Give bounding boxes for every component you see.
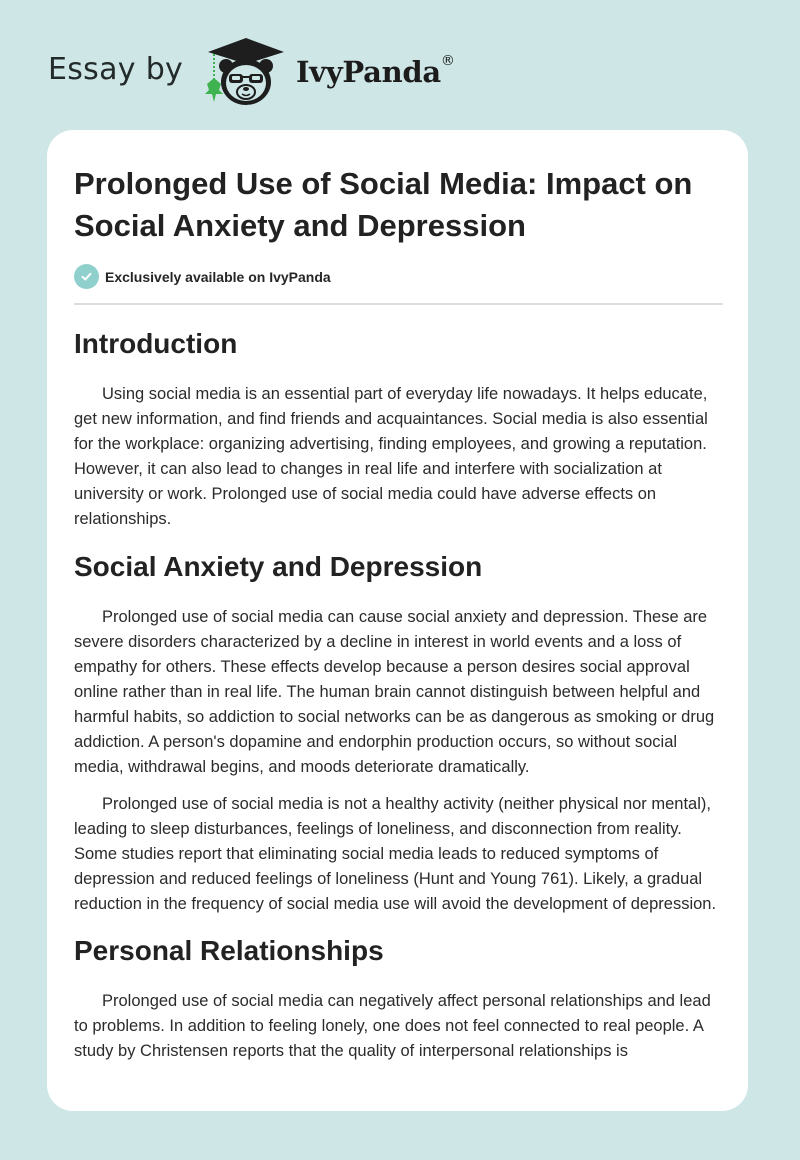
badge-label: Exclusively available on IvyPanda	[105, 268, 331, 285]
site-header	[0, 0, 800, 130]
section-heading-introduction: Introduction	[74, 328, 238, 359]
panda-graduation-cap-icon[interactable]	[200, 34, 292, 108]
section-heading-personal-relationships: Personal Relationships	[74, 935, 384, 966]
essay-card	[47, 130, 748, 1111]
paragraph: Prolonged use of social media can negatively affect personal relationships and lead to problems. In addition to feeling lonely, one does not feel connected to real people. A study by Christensen reports that the quality of interpersonal relationships is	[74, 992, 711, 1060]
brand-name-text: IvyPanda	[296, 55, 441, 89]
paragraph: Prolonged use of social media can cause social anxiety and depression. These are severe disorders characterized by a decline in interest in world events and a loss of empathy for others. These effects develop because a person desires social approval online rather than in real life. The human brain cannot distinguish between helpful and harmful habits, so addiction to social networks can be as dangerous as smoking or drug addiction. A person's dopamine and endorphin production occurs, so without social media, withdrawal begins, and moods deteriorate dramatically.	[74, 608, 715, 776]
check-circle-icon	[74, 264, 99, 289]
paragraph: Prolonged use of social media is not a healthy activity (neither physical nor mental), leading to sleep disturbances, feelings of loneliness, and disconnection from reality. Some studies report that eliminating social media leads to reduced symptoms of depression and reduced feelings of loneliness (Hunt and Young 761). Likely, a gradual reduction in the frequency of social media use will avoid the development of depression.	[74, 795, 717, 913]
page-title: Prolonged Use of Social Media: Impact on Social Anxiety and Depression	[74, 166, 693, 243]
exclusive-badge	[74, 264, 331, 289]
essay-body	[74, 322, 726, 1064]
paragraph: Using social media is an essential part of everyday life nowadays. It helps educate, get new information, and find friends and acquaintances. Social media is also essential for the workplace: organizing advertising, finding employees, and growing a reputation. However, it can also lead to changes in real life and interfere with socialization at university or work. Prolonged use of social media could have adverse effects on relationships.	[74, 385, 708, 528]
section-heading-social-anxiety: Social Anxiety and Depression	[74, 551, 483, 582]
registered-mark: ®	[440, 53, 455, 70]
brand-name[interactable]	[296, 55, 455, 89]
divider	[74, 303, 723, 305]
brand-prefix: Essay by	[48, 52, 184, 87]
